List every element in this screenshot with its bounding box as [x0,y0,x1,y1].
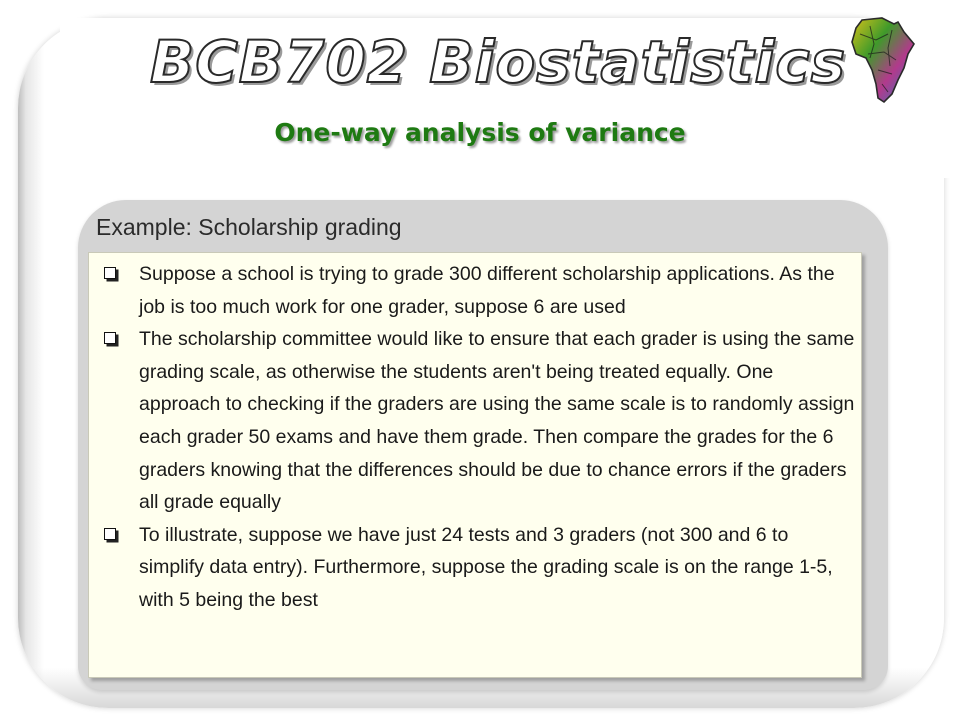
example-heading: Example: Scholarship grading [96,214,402,240]
bullet-list [96,258,856,617]
bullet-item [96,519,856,617]
slide-title: One-way analysis of variance [274,118,686,147]
africa-map-icon [848,14,920,106]
bullet-text: The scholarship committee would like to ensure that each grader is using the same grading scale, as otherwise the students aren't being treated equally. One approach to checking if the graders are using the same scale is to randomly assign each grader 50 exams and have them grade. Then compare the grades for the 6 graders knowing that the differences should be due to chance errors if the graders all grade equally [139,328,855,514]
course-title: BCB702 Biostatistics [150,28,847,96]
bullet-item [96,323,856,519]
bullet-item [96,258,856,323]
checkbox-bullet-icon [104,332,116,344]
checkbox-bullet-icon [104,528,116,540]
bullet-text: Suppose a school is trying to grade 300 different scholarship applications. As the job is too much work for one grader, suppose 6 are used [139,263,835,318]
checkbox-bullet-icon [104,267,116,279]
bullet-text: To illustrate, suppose we have just 24 tests and 3 graders (not 300 and 6 to simplify data entry). Furthermore, suppose the grading scale is on the range 1-5, with 5 being the best [139,523,833,611]
